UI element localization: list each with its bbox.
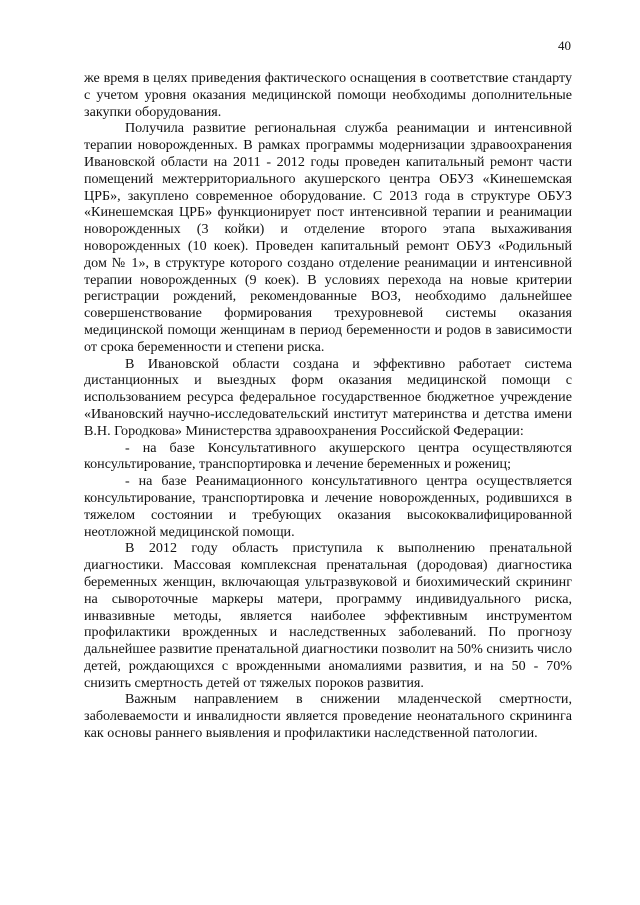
page-number: 40 [558,38,571,53]
list-item-obstetric-center: - на базе Консультативного акушерского центра осуществляются консультирование, транспортировка и лечение беременных и рожениц; [84,439,572,473]
paragraph-neonatal-screening: Важным направлением в снижении младенческой смертности, заболеваемости и инвалидности является проведение неонатального скрининга как основы раннего выявления и профилактики наследственной патологии. [84,691,572,742]
document-body [84,70,572,742]
paragraph-equipment-procurement: же время в целях приведения фактического оснащения в соответствие стандарту с учетом уровня оказания медицинской помощи необходимы дополнительные закупки оборудования. [84,70,572,120]
list-item-resuscitation-center: - на базе Реанимационного консультативного центра осуществляется консультирование, транспортировка и лечение новорожденных, родившихся в тяжелом состоянии и требующих оказания высококвалифицированной неотложной медицинской помощи. [84,473,572,540]
paragraph-neonatal-intensive-care: Получила развитие региональная служба реанимации и интенсивной терапии новорожденных. В рамках программы модернизации здравоохранения Ивановской области на 2011 - 2012 годы проведен капитальный ремонт части помещений межтерриториального акушерского центра ОБУЗ «Кинешемская ЦРБ», закуплено современное оборудование. С 2013 года в структуре ОБУЗ «Кинешемская ЦРБ» функционирует пост интенсивной терапии и реанимации новорожденных (3 койки) и отделение второго этапа выхаживания новорожденных (10 коек). Проведен капитальный ремонт ОБУЗ «Родильный дом № 1», в структуре которого создано отделение реанимации и интенсивной терапии новорожденных (9 коек). В условиях перехода на новые критерии регистрации рождений, рекомендованные ВОЗ, необходимо дальнейшее совершенствование формирования трехуровневой системы оказания медицинской помощи женщинам в период беременности и родов в зависимости от срока беременности и степени риска. [84,120,572,355]
paragraph-remote-care-system: В Ивановской области создана и эффективно работает система дистанционных и выездных форм оказания медицинской помощи с использованием ресурса федеральное государственное бюджетное учреждение «Ивановский научно-исследовательский институт материнства и детства имени В.Н. Городкова» Министерства здравоохранения Российской Федерации: [84,355,572,439]
paragraph-prenatal-diagnostics: В 2012 году область приступила к выполнению пренатальной диагностики. Массовая комплексная пренатальная (дородовая) диагностика беременных женщин, включающая ультразвуковой и биохимический скрининг на сывороточные маркеры матери, программу индивидуального риска, инвазивные методы, является наиболее эффективным инструментом профилактики врожденных и наследственных заболеваний. По прогнозу дальнейшее развитие пренатальной диагностики позволит на 50% снизить число детей, рождающихся с врожденными аномалиями развития, и на 50 - 70% снизить смертность детей от тяжелых пороков развития. [84,540,572,691]
